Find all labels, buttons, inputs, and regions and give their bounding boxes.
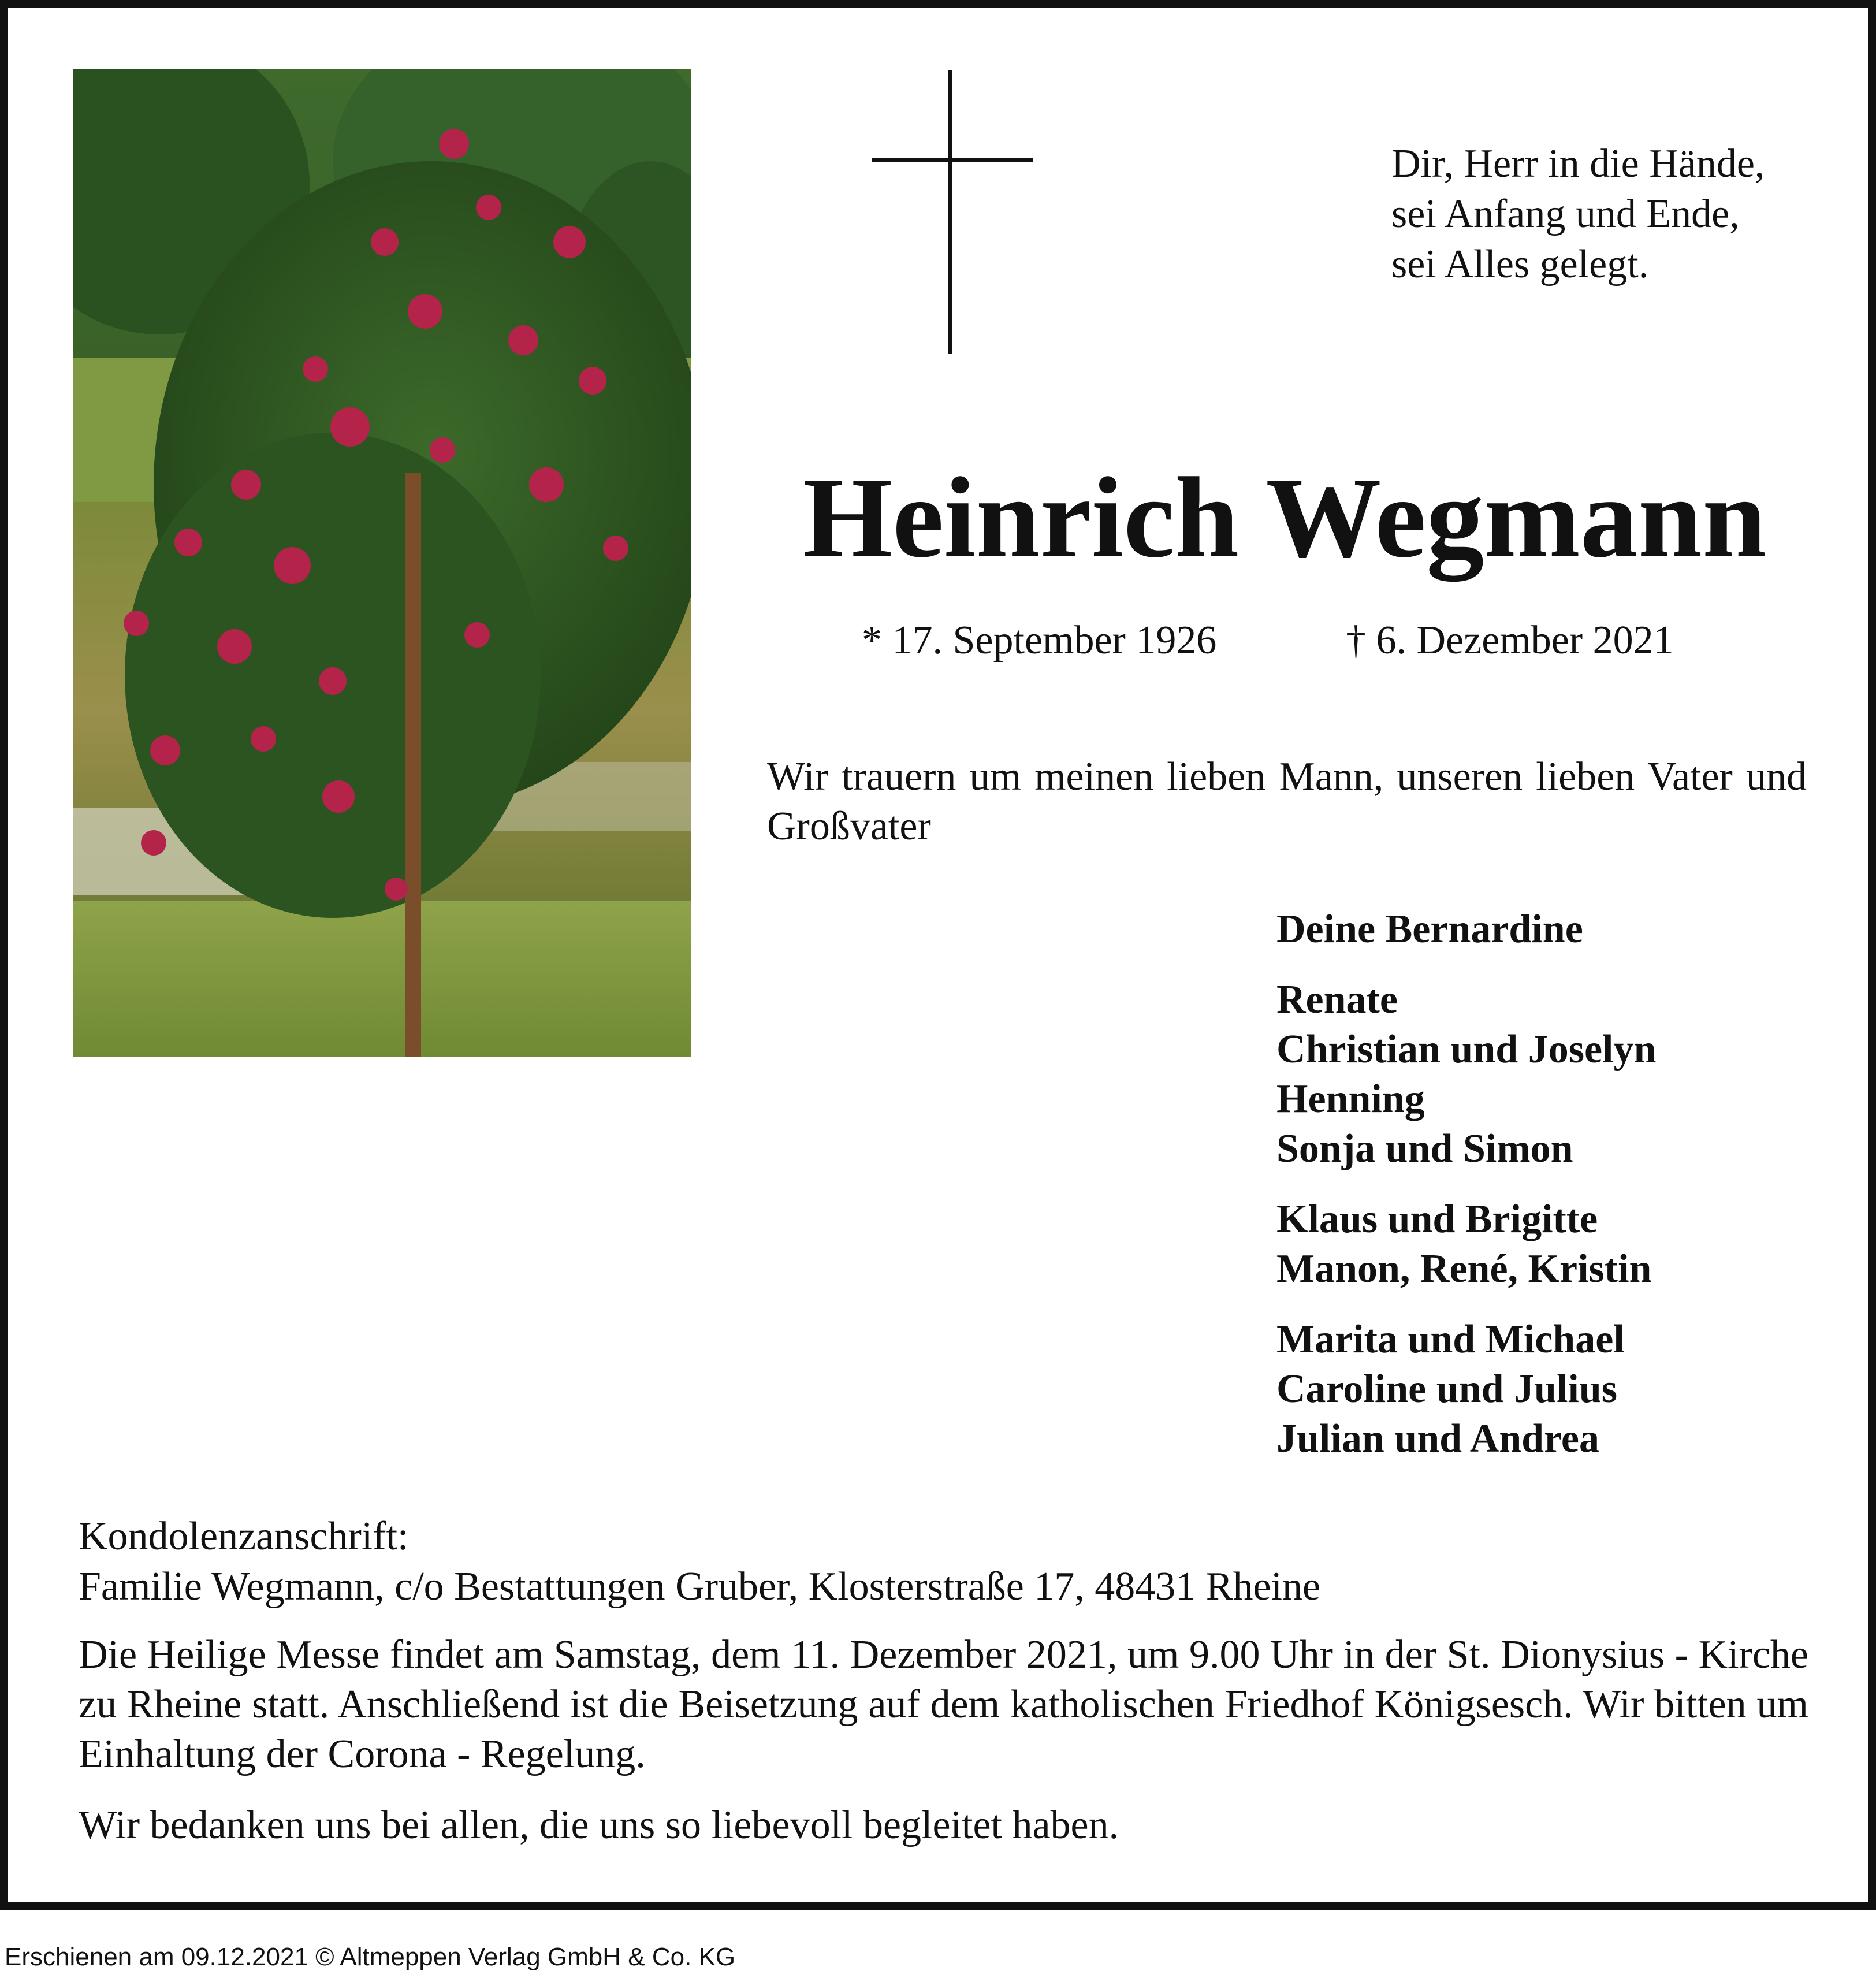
death-date: † 6. Dezember 2021: [1346, 618, 1674, 663]
thanks-text: Wir bedanken uns bei allen, die uns so liebevoll begleitet haben.: [79, 1803, 1119, 1847]
bible-verse: [1391, 139, 1765, 289]
verse-line: sei Anfang und Ende,: [1391, 192, 1740, 236]
relatives-group: [1276, 1315, 1842, 1464]
latin-cross-icon: [872, 70, 1033, 354]
relative-name: Julian und Andrea: [1276, 1416, 1599, 1461]
relatives-group: [1276, 1195, 1842, 1294]
relative-name: Renate: [1276, 977, 1398, 1022]
relatives-group: [1276, 975, 1842, 1174]
relative-name: Caroline und Julius: [1276, 1367, 1618, 1411]
condolence-address-line: Familie Wegmann, c/o Bestattungen Gruber, Klosterstraße 17, 48431 Rheine: [79, 1564, 1321, 1609]
relative-name: Sonja und Simon: [1276, 1126, 1573, 1171]
relative-name: Manon, René, Kristin: [1276, 1247, 1652, 1291]
verse-line: Dir, Herr in die Hände,: [1391, 142, 1765, 186]
verse-line: sei Alles gelegt.: [1391, 242, 1649, 287]
relative-name: Deine Bernardine: [1276, 907, 1583, 951]
funeral-service-text: Die Heilige Messe findet am Samstag, dem 11. Dezember 2021, um 9.00 Uhr in der St. Dionysius - Kirche zu Rheine statt. Anschließend ist die Beisetzung auf dem katholischen Friedhof Königsesch. Wir bitten um Einhaltung der Corona - Regelung.: [79, 1633, 1808, 1776]
publication-footer: Erschienen am 09.12.2021 © Altmeppen Verlag GmbH & Co. KG: [5, 1943, 736, 1971]
birth-date: * 17. September 1926: [862, 618, 1217, 663]
relatives-list: [1276, 905, 1842, 1485]
relative-name: Henning: [1276, 1077, 1425, 1121]
mourning-text: Wir trauern um meinen lieben Mann, unseren lieben Vater und Großvater: [767, 754, 1807, 849]
relative-name: Klaus und Brigitte: [1276, 1197, 1598, 1241]
condolence-label: Kondolenzanschrift:: [79, 1514, 409, 1559]
relatives-group: [1276, 905, 1842, 954]
condolence-address: [79, 1511, 1811, 1612]
relative-name: Marita und Michael: [1276, 1317, 1625, 1362]
deceased-name: Heinrich Wegmann: [802, 454, 1767, 582]
relative-name: Christian und Joselyn: [1276, 1027, 1657, 1072]
